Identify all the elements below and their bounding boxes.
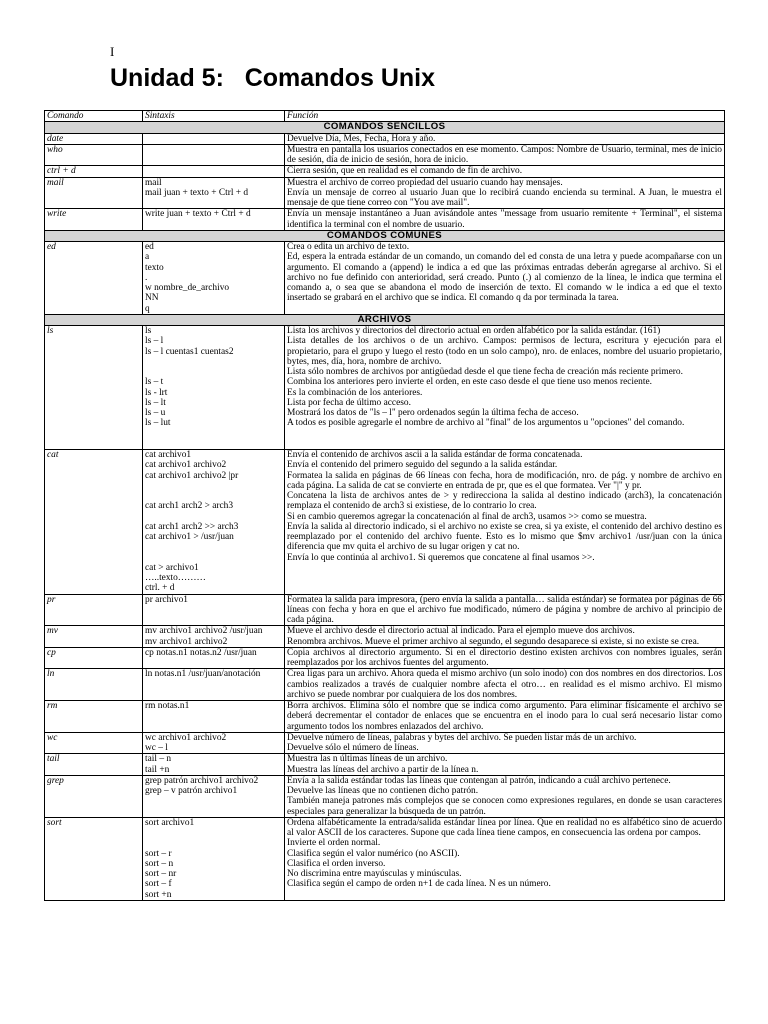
function-text: Muestra las n últimas líneas de un archivo. [287, 754, 448, 765]
command-name: grep [45, 775, 143, 817]
section-row [45, 230, 725, 241]
syntax-cell [143, 450, 285, 595]
syntax-cell [143, 166, 285, 177]
syntax-line: mv archivo1 archivo2 /usr/juan [145, 626, 263, 637]
function-text: Mostrará los datos de "ls – l" pero ordenados según la última fecha de acceso. [287, 408, 579, 418]
syntax-line: grep – v patrón archivo1 [145, 786, 238, 796]
syntax-line [145, 553, 282, 563]
command-name: mv [45, 626, 143, 648]
function-cell [285, 775, 725, 817]
function-cell [285, 594, 725, 626]
table-row [45, 626, 725, 648]
function-text: Mueve el archivo desde el directorio actual al indicado. Para el ejemplo mueve dos archivos. [287, 626, 635, 637]
function-text: Concatena la lista de archivos antes de > y redirecciona la salida al destino indicado (arch3), la concatenación remplaza el contenido de arch3 si existiese, de lo contrario lo crea. [287, 491, 722, 512]
syntax-line: cat arch1 arch2 > arch3 [145, 501, 234, 512]
syntax-line: sort – r [145, 848, 172, 859]
table-header-row [45, 111, 725, 122]
section-row [45, 122, 725, 133]
syntax-line: ls – lt [145, 397, 166, 408]
syntax-line: cp notas.n1 notas.n2 /usr/juan [145, 647, 257, 658]
syntax-line: sort – n [145, 858, 174, 869]
function-text: Envía la salida al directorio indicado, si el archivo no existe se crea, si ya existe, el contenido del archivo destino es reemplazado por el contenido del archivo fuente. Esto es lo mismo que $mv archivo1 /usr/juan con la única diferencia que mv quita el archivo de su lugar origen y cat no. [287, 521, 722, 553]
syntax-line: ls – l [145, 336, 164, 347]
table-row [45, 144, 725, 166]
section-title: COMANDOS COMUNES [45, 230, 725, 241]
command-name: wc [45, 732, 143, 754]
table-row [45, 775, 725, 817]
syntax-line: ctrl. + d [145, 583, 175, 594]
table-row [45, 669, 725, 701]
function-text: Lista detalles de los archivos o de un archivo. Campos: permisos de lectura, escritura y ejecución para el propietario, para el grupo y luego el resto (todo en un solo campo), nro. de enlaces, nombre del usuario propietario, bytes, mes, día, hora, nombre de archivo. [287, 336, 722, 367]
syntax-line: wc – l [145, 743, 168, 753]
syntax-cell [143, 144, 285, 166]
syntax-line: ls [145, 326, 152, 336]
table-row [45, 242, 725, 315]
function-text: Si en cambio queremos agregar la concatenación al final de arch3, usamos >> como se muestra. [287, 511, 647, 522]
syntax-cell [143, 242, 285, 315]
function-text: Es la combinación de los anteriores. [287, 387, 423, 398]
syntax-line: a [145, 252, 150, 263]
command-name: mail [45, 177, 143, 209]
function-text: Devuelve número de líneas, palabras y bytes del archivo. Se pueden listar más de un archivo. [287, 732, 637, 743]
syntax-line: pr archivo1 [145, 594, 188, 605]
function-cell [285, 817, 725, 900]
function-text: A todos es posible agregarle el nombre de archivo al "final" de los argumentos u "opciones" del comando. [287, 418, 685, 429]
command-name: ln [45, 669, 143, 701]
function-text: Envía el contenido del primero seguido del segundo a la salida estándar. [287, 460, 558, 471]
function-text: Cierra sesión, que en realidad es el comando de fin de archivo. [287, 166, 523, 177]
command-name: cp [45, 647, 143, 669]
function-text: Crea ligas para un archivo. Ahora queda el mismo archivo (un solo inodo) con dos nombres en dos directorios. Los cambios realizados a través de cualquier nombre afecta el otro… en realidad es el mismo archivo. El mismo archivo se puede nombrar por cualquiera de los dos nombres. [287, 669, 722, 700]
syntax-line: ln notas.n1 /usr/juan/anotación [145, 669, 261, 680]
syntax-line: . [145, 272, 148, 283]
function-cell [285, 647, 725, 669]
table-row [45, 594, 725, 626]
syntax-cell [143, 817, 285, 900]
syntax-line [145, 367, 282, 377]
syntax-line: cat archivo1 > /usr/juan [145, 532, 234, 542]
function-text: Lista los archivos y directorios del directorio actual en orden alfabético por la salida estándar. (161) [287, 326, 661, 336]
function-cell [285, 326, 725, 450]
syntax-cell [143, 326, 285, 450]
function-text: Clasifica según el campo de orden n+1 de cada línea. N es un número. [287, 879, 551, 890]
function-text: Copia archivos al directorio argumento. Si en el directorio destino existen archivos con nombres iguales, serán reemplazados por los archivos fuentes del argumento. [287, 647, 722, 668]
syntax-cell [143, 754, 285, 776]
command-name: who [45, 144, 143, 166]
syntax-line: sort – f [145, 879, 172, 890]
syntax-line: ls - lrt [145, 387, 168, 398]
syntax-line [145, 828, 282, 838]
table-row [45, 209, 725, 231]
syntax-line: rm notas.n1 [145, 701, 190, 711]
table-row [45, 177, 725, 209]
syntax-cell [143, 732, 285, 754]
header-function: Función [285, 111, 725, 122]
commands-table [44, 110, 725, 901]
function-text: Envía a la salida estándar todas las líneas que contengan al patrón, indicando a cuál archivo pertenece. [287, 775, 671, 786]
syntax-line [145, 542, 282, 552]
syntax-line: cat archivo1 archivo2 |pr [145, 470, 239, 481]
syntax-line: ls – u [145, 408, 166, 418]
function-cell [285, 242, 725, 315]
syntax-cell [143, 775, 285, 817]
syntax-line: texto [145, 262, 164, 273]
syntax-line: ls – t [145, 377, 164, 388]
syntax-line: tail +n [145, 764, 170, 775]
function-text: Envía un mensaje instantáneo a Juan avisándole antes "message from usuario remitente + Terminal", el sistema identifica la terminal con el nombre de usuario. [287, 209, 722, 230]
command-name: tail [45, 754, 143, 776]
table-row [45, 133, 725, 144]
header-command: Comando [45, 111, 143, 122]
syntax-line: cat archivo1 [145, 450, 192, 460]
command-name: rm [45, 701, 143, 733]
function-text: Envía un mensaje de correo al usuario Juan que lo recibirá cuando encienda su terminal. A Juan, le muestra el mensaje de que tiene correo con "You ave mail". [287, 187, 722, 208]
syntax-line: ls – lut [145, 418, 171, 429]
function-cell [285, 732, 725, 754]
function-text: Muestra el archivo de correo propiedad del usuario cuando hay mensajes. [287, 177, 563, 188]
function-cell [285, 450, 725, 595]
section-title: COMANDOS SENCILLOS [45, 122, 725, 133]
syntax-line: ls – l cuentas1 cuentas2 [145, 346, 234, 357]
syntax-cell [143, 177, 285, 209]
syntax-line: tail – n [145, 754, 172, 765]
function-cell [285, 166, 725, 177]
function-text: Envía lo que continúa al archivo1. Si queremos que concatene al final usamos >>. [287, 552, 595, 563]
function-text: Invierte el orden normal. [287, 838, 381, 849]
syntax-line: w nombre_de_archivo [145, 283, 230, 293]
function-text: Envía el contenido de archivos ascii a la salida estándar de forma concatenada. [287, 450, 583, 460]
syntax-line [145, 838, 282, 848]
page-marker: I [110, 44, 115, 59]
syntax-line [145, 439, 282, 449]
function-text: Ordena alfabéticamente la entrada/salida estándar línea por línea. Que en realidad no es alfabético sino de acuerdo al valor ASCII de los caracteres. Supone que cada línea tiene campos, en consecuencia las ordena por campos. [287, 817, 722, 838]
syntax-line: ed [145, 242, 154, 252]
syntax-cell [143, 647, 285, 669]
function-cell [285, 754, 725, 776]
table-row [45, 732, 725, 754]
syntax-line [145, 357, 282, 367]
syntax-line: sort archivo1 [145, 817, 195, 828]
table-row [45, 647, 725, 669]
function-text: Devuelve Día, Mes, Fecha, Hora y año. [287, 133, 436, 144]
function-text: Clasifica el orden inverso. [287, 858, 386, 869]
function-text: Formatea la salida en páginas de 66 líneas con fecha, hora de modificación, nro. de pág. y nombre de archivo en cada página. La salida de cat se convierte en entrada de pr, que es el que formatea. Ver "|" y pr. [287, 470, 722, 491]
section-row [45, 314, 725, 325]
table-row [45, 326, 725, 450]
function-cell [285, 177, 725, 209]
command-name: ls [45, 326, 143, 450]
function-cell [285, 144, 725, 166]
header-syntax: Sintaxis [143, 111, 285, 122]
section-title: ARCHIVOS [45, 314, 725, 325]
syntax-line: write juan + texto + Ctrl + d [145, 209, 251, 220]
syntax-line [145, 796, 282, 806]
syntax-line [145, 491, 282, 501]
function-text: Muestra en pantalla los usuarios conectados en ese momento. Campos: Nombre de Usuario, terminal, mes de inicio de sesión, día de inicio de sesión, hora de inicio. [287, 144, 722, 165]
command-name: pr [45, 594, 143, 626]
table-row [45, 450, 725, 595]
function-text: Clasifica según el valor numérico (no ASCII). [287, 848, 460, 859]
function-text: Lista sólo nombres de archivos por antigüedad desde el que tiene fecha de creación más reciente primero. [287, 367, 683, 377]
function-text: Combina los anteriores pero invierte el orden, en este caso desde el que tiene uso menos reciente. [287, 377, 652, 388]
syntax-line: grep patrón archivo1 archivo2 [145, 775, 259, 786]
table-row [45, 817, 725, 900]
syntax-line [145, 481, 282, 491]
command-name: ed [45, 242, 143, 315]
syntax-line [145, 512, 282, 522]
syntax-line: mv archivo1 archivo2 [145, 636, 228, 647]
function-text: Formatea la salida para impresora, (pero envía la salida a pantalla… salida estándar) se formatea por páginas de 66 líneas con fecha y hora en que el archivo fue modificado, número de página y nombre de archivo al principio de cada página. [287, 594, 722, 625]
function-text: Ed, espera la entrada estándar de un comando, un comando del ed consta de una letra y puede acompañarse con un argumento. El comando a (append) le indica a ed que las próximas entradas deberán agregarse al archivo. Si el archivo no fue definido con anterioridad, será creado. Punto (.) al comienzo de la línea, le indica que termina el comando a, o sea que se abandona el modo de inserción de texto. El comando w le indica a ed que el texto insertado se grabará en el archivo que se indica. El comando q da por terminada la tarea. [287, 252, 722, 304]
table-row [45, 754, 725, 776]
syntax-cell [143, 133, 285, 144]
command-name: write [45, 209, 143, 231]
syntax-line: sort – nr [145, 869, 177, 879]
syntax-line: wc archivo1 archivo2 [145, 732, 227, 743]
syntax-cell [143, 594, 285, 626]
syntax-cell [143, 701, 285, 733]
syntax-line: NN [145, 293, 159, 304]
syntax-line: mail juan + texto + Ctrl + d [145, 187, 249, 198]
syntax-line: mail [145, 177, 162, 188]
function-text: Devuelve sólo el número de líneas. [287, 743, 419, 753]
syntax-line [145, 134, 282, 144]
syntax-line: …..texto……… [145, 573, 206, 583]
function-cell [285, 133, 725, 144]
syntax-line: cat arch1 arch2 >> arch3 [145, 521, 239, 532]
command-name: cat [45, 450, 143, 595]
function-text: No discrimina entre mayúsculas y minúsculas. [287, 869, 462, 879]
syntax-line [145, 807, 282, 817]
function-text: Devuelve las líneas que no contienen dicho patrón. [287, 786, 479, 796]
syntax-cell [143, 669, 285, 701]
command-name: ctrl + d [45, 166, 143, 177]
page-title: Unidad 5: Comandos Unix [110, 64, 436, 92]
syntax-cell [143, 209, 285, 231]
syntax-line [145, 166, 282, 176]
function-text: Renombra archivos. Mueve el primer archivo al segundo, el segundo desaparece si existe, si no existe se crea. [287, 636, 700, 647]
table-row [45, 166, 725, 177]
function-text: También maneja patrones más complejos que se conocen como expresiones regulares, en donde se usan caracteres especiales para generalizar la búsqueda de un patrón. [287, 796, 722, 817]
table-row [45, 701, 725, 733]
syntax-line [145, 145, 282, 155]
syntax-cell [143, 626, 285, 648]
syntax-line: cat > archivo1 [145, 562, 199, 573]
function-cell [285, 209, 725, 231]
function-cell [285, 669, 725, 701]
command-name: date [45, 133, 143, 144]
commands-table-body [45, 111, 725, 901]
function-cell [285, 626, 725, 648]
syntax-line: q [145, 303, 150, 314]
function-cell [285, 701, 725, 733]
syntax-line [145, 429, 282, 439]
function-text: Borra archivos. Elimina sólo el nombre que se indica como argumento. Para eliminar físicamente el archivo se deberá decrementar el contador de enlaces que se encuentra en el inodo para lo cual será necesario listar como argumento todos los nombres enlazados del archivo. [287, 701, 722, 732]
function-text: Crea o edita un archivo de texto. [287, 242, 410, 252]
function-text: Lista por fecha de último acceso. [287, 397, 411, 408]
syntax-line: sort +n [145, 889, 172, 900]
syntax-line: cat archivo1 archivo2 [145, 460, 227, 471]
function-text: Muestra las líneas del archivo a partir de la línea n. [287, 764, 479, 775]
command-name: sort [45, 817, 143, 900]
